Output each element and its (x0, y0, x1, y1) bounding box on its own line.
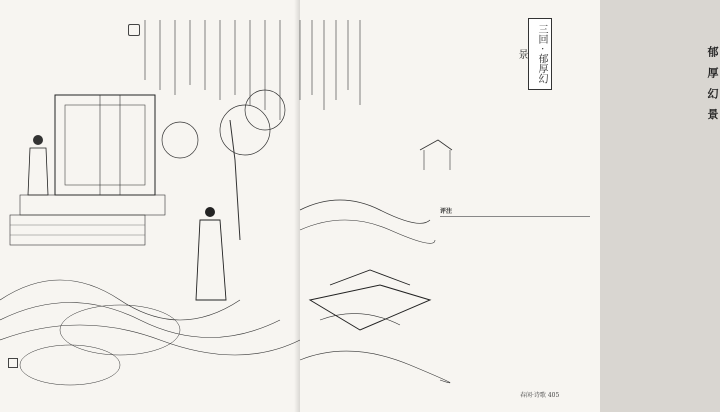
left-page (0, 0, 301, 412)
seal-mark (128, 24, 140, 36)
artist-seal (8, 358, 18, 368)
poem-title: 郁 厚 幻 景 (706, 46, 719, 123)
notes-divider (440, 216, 590, 217)
chapter-heading: 三回 · 郁厚幻景 (528, 18, 552, 90)
notes-label: 评注 (440, 208, 453, 215)
page-footer: 春闲·诗歌 405 (520, 392, 560, 399)
illustration-left (0, 0, 300, 412)
